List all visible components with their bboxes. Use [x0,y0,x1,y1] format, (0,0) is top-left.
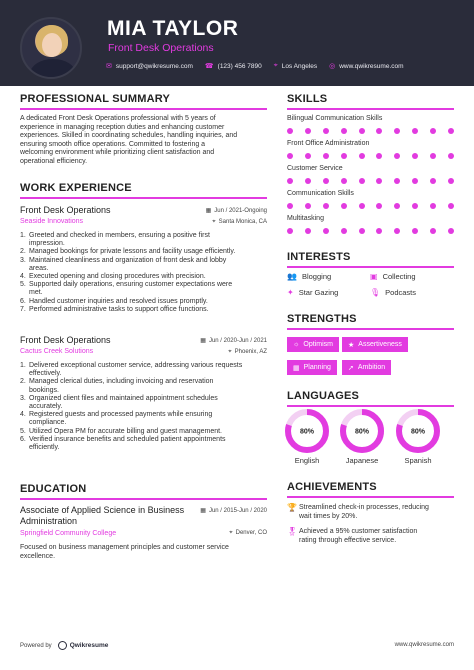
skill-dot [305,203,311,209]
resume-header [0,0,474,86]
candidate-role: Front Desk Operations [108,42,214,54]
job-bullets [20,232,270,314]
skill-dot [448,153,454,159]
skill-dot [305,228,311,234]
skill-level-dots [287,228,454,234]
skill-dot [359,203,365,209]
skill-dot [359,228,365,234]
language-percent: 80% [354,428,370,436]
skill-dot [412,178,418,184]
skill-level-dots [287,128,454,134]
skill-dot [323,128,329,134]
experience-heading: WORK EXPERIENCE [20,182,132,194]
skill-dot [323,228,329,234]
achievements-heading: ACHIEVEMENTS [287,481,377,493]
interest-item: 👥 Blogging [287,272,332,281]
interest-item: ✦ Star Gazing [287,288,339,297]
skill-dot [412,228,418,234]
list-item: 1. Delivered exceptional customer service, addressing various requests effectively. [20,362,243,378]
footer-brand[interactable]: Qwikresume [69,642,109,649]
skill-dot [376,228,382,234]
collection-icon: ▣ [370,272,378,281]
languages-heading: LANGUAGES [287,390,360,402]
star-icon: ★ [348,341,355,349]
skill-dot [359,153,365,159]
people-icon: 👥 [287,272,297,281]
list-item: 6. Handled customer inquiries and resolved issues promptly. [20,297,208,305]
education-location: ⌖ Denver, CO [229,530,267,536]
contact-website[interactable]: ◎ www.qwikresume.com [329,62,404,70]
strength-chip: ★ Assertiveness [342,337,408,352]
list-item: 4. Executed opening and closing procedures with precision. [20,273,206,281]
skill-dot [412,128,418,134]
list-item: 7. Performed administrative tasks to support office functions. [20,305,209,313]
sun-icon: ☼ [293,341,300,348]
skill-dot [359,128,365,134]
skill-dot [305,178,311,184]
skill-name: Bilingual Communication Skills [287,115,383,122]
skills-heading: SKILLS [287,93,328,105]
candidate-name: MIA TAYLOR [107,17,239,40]
interests-divider [287,266,454,268]
skill-name: Customer Service [287,165,343,172]
skills-divider [287,108,454,110]
skill-dot [376,203,382,209]
skill-level-dots [287,153,454,159]
skill-dot [305,128,311,134]
skill-dot [376,178,382,184]
job-dates: ▦ Jun / 2021-Ongoing [205,208,267,214]
skill-dot [394,228,400,234]
telescope-icon: ✦ [287,288,294,297]
job-location: ⌖ Santa Monica, CA [212,219,267,225]
interest-item: 🎙 Podcasts [370,288,417,297]
skill-dot [341,153,347,159]
skill-dot [448,228,454,234]
skill-dot [448,178,454,184]
profile-photo [20,17,82,79]
skill-dot [430,203,436,209]
skill-dot [341,228,347,234]
strength-chip: ▦ Planning [287,360,337,375]
contact-phone[interactable]: ☎ (123) 456 7890 [204,62,262,70]
skill-dot [394,153,400,159]
skill-dot [287,228,293,234]
email-icon: ✉ [106,63,112,70]
skill-dot [341,128,347,134]
skill-name: Multitasking [287,215,324,222]
footer-url[interactable]: www.qwikresume.com [394,642,454,648]
education-description: Focused on business management principles and customer service excellence. [20,544,229,560]
skill-dot [430,178,436,184]
list-item: 4. Registered guests and processed payments while ensuring compliance. [20,411,213,427]
skill-dot [305,153,311,159]
strengths-heading: STRENGTHS [287,313,357,325]
achievements-divider [287,496,454,498]
experience-divider [20,197,267,199]
education-divider [20,498,267,500]
calendar-icon: ▦ [293,364,300,372]
skill-dot [287,178,293,184]
job-dates: ▦ Jun / 2020-Jun / 2021 [200,338,267,344]
microphone-icon: 🎙 [370,288,381,297]
calendar-icon: ▦ [200,338,206,344]
skill-dot [323,153,329,159]
education-heading: EDUCATION [20,483,87,495]
location-pin-icon: ⌖ [228,349,232,355]
skill-dot [394,178,400,184]
list-item: 3. Organized client files and maintained appointment schedules accurately. [20,394,218,411]
list-item: 5. Utilized Opera PM for accurate billing and guest management. [20,427,222,435]
skill-name: Communication Skills [287,190,354,197]
list-item: 3. Maintained cleanliness and organization of front desk and lobby areas. [20,256,227,272]
strengths-divider [287,328,454,330]
list-item: 2. Managed bookings for private lessons and facility usage efficiently. [20,248,236,256]
list-item: 5. Supported daily operations, ensuring customer expectations were met. [20,281,233,297]
achievement-item: 🏆 Streamlined check-in processes, reducing wait times by 20%. [287,503,429,520]
achievement-item: 🎖 Achieved a 95% customer satisfaction rating through effective service. [287,527,418,544]
list-item: 6. Verified insurance benefits and scheduled patient appointments efficiently. [20,435,226,452]
skill-level-dots [287,178,454,184]
language-name: Japanese [345,456,379,465]
skill-dot [341,178,347,184]
list-item: 2. Managed clerical duties, including invoicing and reservation bookings. [20,378,214,394]
skill-dot [359,178,365,184]
location-pin-icon: ⌖ [273,62,278,69]
skill-dot [412,203,418,209]
contact-location: ⌖ Los Angeles [273,62,318,70]
skill-dot [376,153,382,159]
calendar-icon: ▦ [205,208,212,214]
job-location: ⌖ Phoenix, AZ [228,349,267,355]
skill-dot [287,153,293,159]
job-company: Seaside Innovations [20,218,84,225]
skill-dot [287,128,293,134]
language-name: English [294,456,320,465]
footer-powered-by: Powered by Qwikresume [20,642,109,649]
degree-title: Associate of Applied Science in Business Administration [20,505,185,526]
interests-heading: INTERESTS [287,251,351,263]
list-item: 1. Greeted and checked in members, ensuring a positive first impression. [20,232,210,248]
skill-dot [376,128,382,134]
summary-text: A dedicated Front Desk Operations professional with 5 years of experience in managing reception duties and enhancing customer experiences. Skilled in coordinating schedules, handling inquiries, and ensuring smooth office operations. Committed to fostering a welcoming environment while prioritizing client satisfaction and operational efficiency. [20,115,238,165]
skill-level-dots [287,203,454,209]
skill-dot [323,178,329,184]
education-dates: ▦ Jun / 2015-Jun / 2020 [200,508,267,514]
interest-item: ▣ Collecting [370,272,416,281]
job-title: Front Desk Operations [20,205,111,215]
skill-dot [341,203,347,209]
location-pin-icon: ⌖ [212,219,216,225]
summary-heading: PROFESSIONAL SUMMARY [20,93,171,105]
language-percent: 80% [299,428,315,436]
location-pin-icon: ⌖ [229,530,233,536]
calendar-icon: ▦ [200,508,206,514]
strength-chip: ➚ Ambition [342,360,391,375]
contact-bar [106,60,416,72]
job-bullets [20,362,270,452]
qwikresume-logo-icon [58,641,67,650]
trophy-icon: 🏆 [287,503,297,512]
skill-dot [287,203,293,209]
language-percent: 80% [410,428,426,436]
strength-chip: ☼ Optimism [287,337,339,352]
job-title: Front Desk Operations [20,335,111,345]
language-name: Spanish [404,456,432,465]
summary-divider [20,108,267,110]
language-ring [282,406,332,456]
skill-dot [323,203,329,209]
language-ring [337,406,387,456]
rocket-icon: ➚ [348,364,354,372]
globe-icon: ◎ [329,63,336,70]
skill-dot [448,128,454,134]
skill-dot [394,128,400,134]
skill-dot [412,153,418,159]
skill-dot [430,153,436,159]
skill-dot [394,203,400,209]
language-ring [393,406,443,456]
job-company: Cactus Creek Solutions [20,348,94,355]
contact-email[interactable]: ✉ support@qwikresume.com [106,62,193,70]
skill-name: Front Office Administration [287,140,370,147]
school-name: Springfield Community College [20,530,117,537]
skill-dot [448,203,454,209]
skill-dot [430,228,436,234]
medal-icon: 🎖 [287,527,298,536]
skill-dot [430,128,436,134]
phone-icon: ☎ [204,63,214,70]
